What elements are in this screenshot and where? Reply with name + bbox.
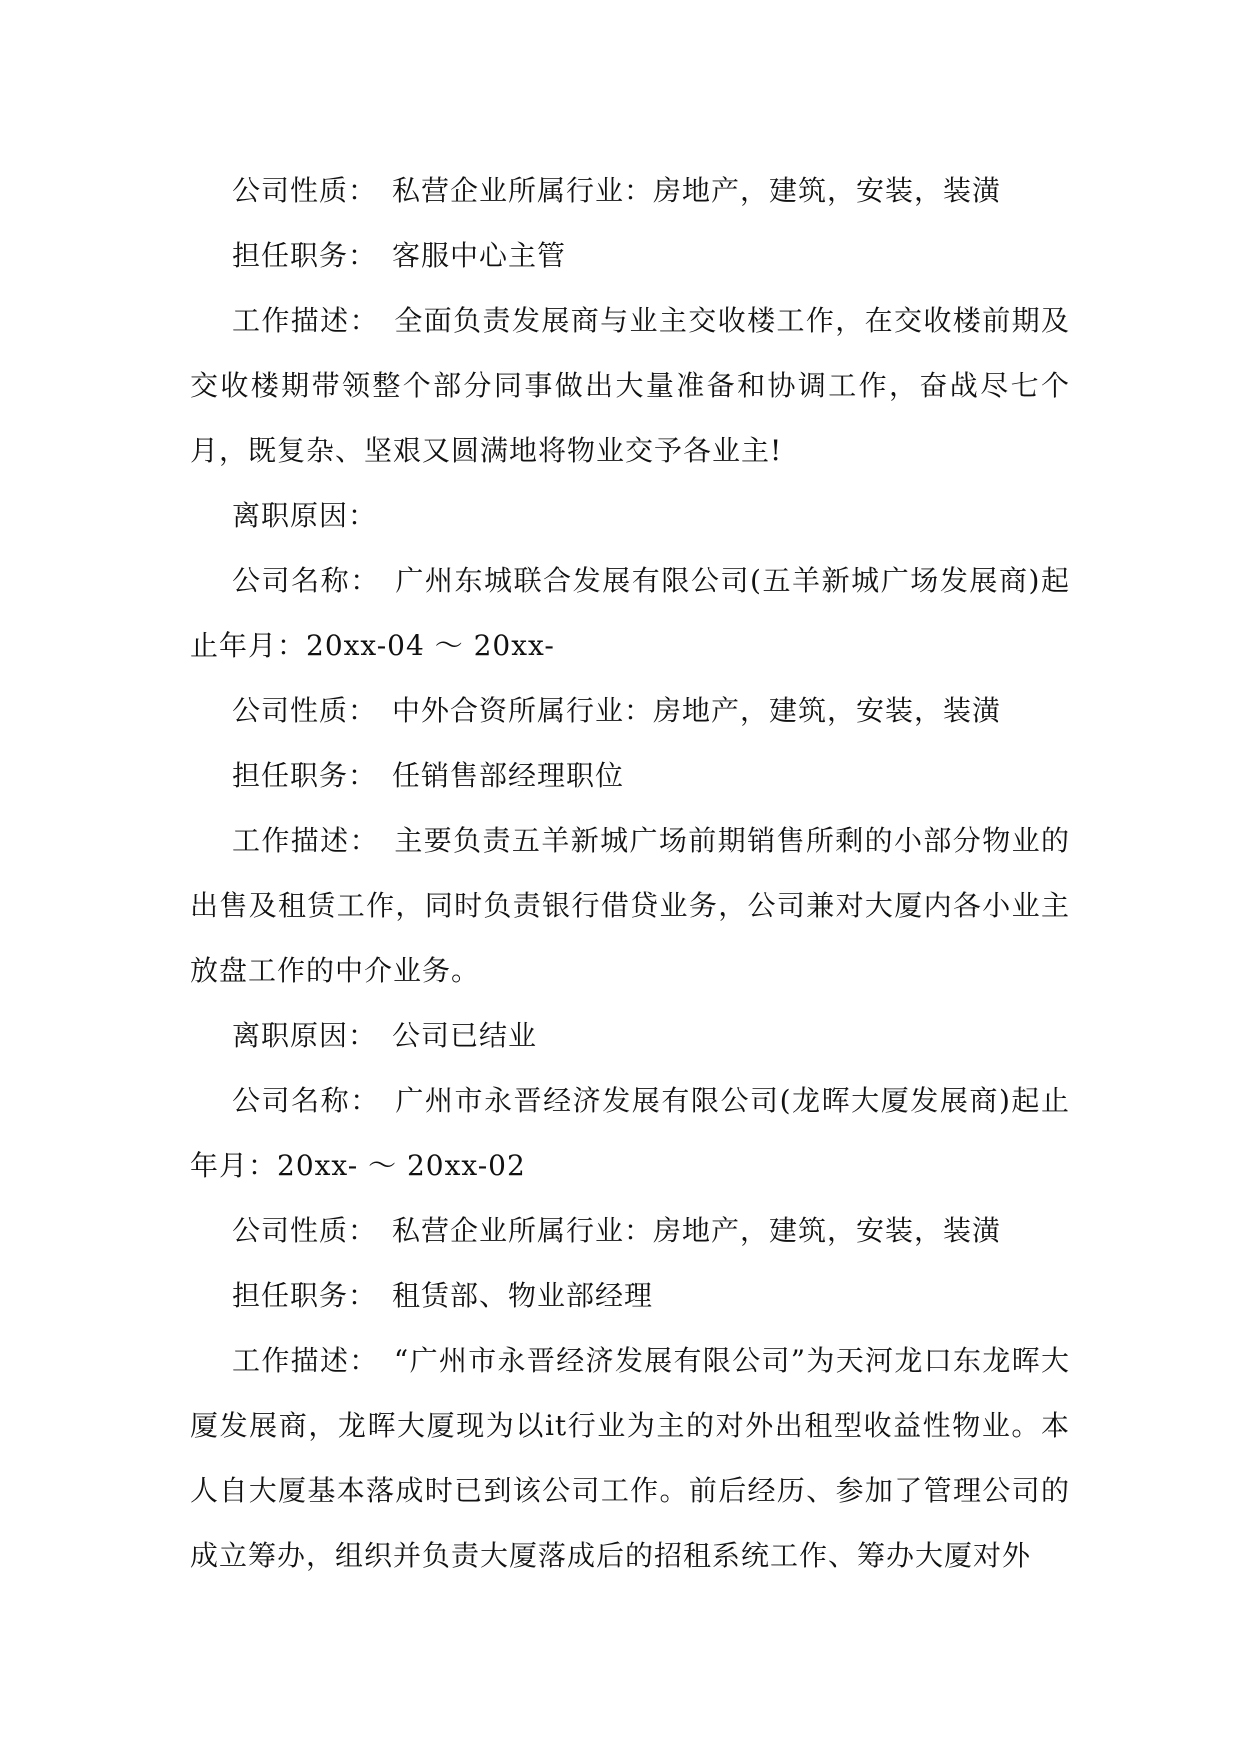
paragraph-company-name-2: 公司名称： 广州东城联合发展有限公司(五羊新城广场发展商)起止年月：20xx-04 ～ 20xx- bbox=[190, 564, 1070, 662]
paragraph-company-nature-1: 公司性质： 私营企业所属行业：房地产，建筑，安装，装潢 bbox=[232, 174, 1002, 207]
paragraph-company-name-3: 公司名称： 广州市永晋经济发展有限公司(龙晖大厦发展商)起止年月：20xx- ～ 20xx-02 bbox=[190, 1084, 1070, 1182]
paragraph-job-description-2: 工作描述： 主要负责五羊新城广场前期销售所剩的小部分物业的出售及租赁工作，同时负责银行借贷业务，公司兼对大厦内各小业主放盘工作的中介业务。 bbox=[190, 824, 1070, 987]
paragraph-leaving-reason-2: 离职原因： 公司已结业 bbox=[232, 1019, 538, 1052]
paragraph-position-2: 担任职务： 任销售部经理职位 bbox=[232, 759, 625, 792]
paragraph-position-1: 担任职务： 客服中心主管 bbox=[232, 239, 567, 272]
paragraph-position-3: 担任职务： 租赁部、物业部经理 bbox=[232, 1279, 654, 1312]
paragraph-leaving-reason-1: 离职原因： bbox=[232, 499, 378, 532]
paragraph-company-nature-2: 公司性质： 中外合资所属行业：房地产，建筑，安装，装潢 bbox=[232, 694, 1002, 727]
paragraph-job-description-1: 工作描述： 全面负责发展商与业主交收楼工作，在交收楼前期及交收楼期带领整个部分同事做出大量准备和协调工作，奋战尽七个月，既复杂、坚艰又圆满地将物业交予各业主! bbox=[190, 304, 1070, 467]
paragraph-job-description-3: 工作描述： “广州市永晋经济发展有限公司”为天河龙口东龙晖大厦发展商，龙晖大厦现为以it行业为主的对外出租型收益性物业。本人自大厦基本落成时已到该公司工作。前后经历、参加了管理公司的成立筹办，组织并负责大厦落成后的招租系统工作、筹办大厦对外 bbox=[190, 1344, 1070, 1572]
document-body bbox=[190, 158, 1070, 1588]
paragraph-company-nature-3: 公司性质： 私营企业所属行业：房地产，建筑，安装，装潢 bbox=[232, 1214, 1002, 1247]
